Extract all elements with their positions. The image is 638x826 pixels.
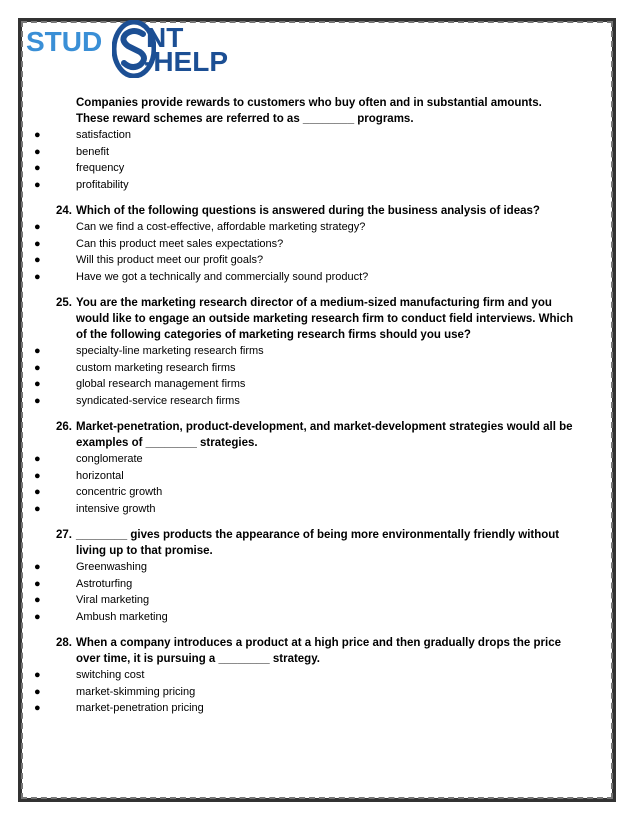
option-item: ● Can we find a cost-effective, affordable marketing strategy? (56, 219, 576, 236)
bullet-icon: ● (34, 237, 41, 250)
option-list (34, 559, 576, 625)
question-25 (34, 295, 576, 409)
option-list (34, 451, 576, 517)
option-item: ● Ambush marketing (56, 609, 576, 626)
option-item: ● specialty-line marketing research firms (56, 343, 576, 360)
option-list (34, 667, 576, 717)
option-list (34, 343, 576, 409)
bullet-icon: ● (34, 178, 41, 191)
logo-text-nt: NT (146, 22, 184, 53)
bullet-icon: ● (34, 685, 41, 698)
question-text: 25. You are the marketing research director of a medium-sized manufacturing firm and you would like to engage an outside marketing research firm to conduct field interviews. Which of the following categories of marketing research firms should you use? (56, 297, 574, 341)
bullet-icon: ● (34, 453, 41, 465)
option-item: ● global research management firms (56, 376, 576, 393)
question-text: 24. Which of the following questions is answered during the business analysis of ideas? (56, 205, 540, 217)
bullet-icon: ● (34, 561, 41, 573)
question-number: 24. (56, 205, 72, 217)
question-24 (34, 203, 576, 285)
logo-text-stud: STUD (26, 26, 103, 57)
option-item: ● profitability (56, 177, 576, 194)
question-text: 28. When a company introduces a product at a high price and then gradually drops the price over time, it is pursuing a ________ strategy. (56, 637, 561, 665)
bullet-icon: ● (34, 502, 41, 515)
question-26 (34, 419, 576, 517)
question-text: 27. ________ gives products the appearance of being more environmentally friendly without living up to that promise. (56, 529, 560, 557)
bullet-icon: ● (34, 669, 41, 681)
bullet-icon: ● (34, 345, 41, 357)
option-item: ● syndicated-service research firms (56, 393, 576, 410)
bullet-icon: ● (34, 577, 41, 590)
option-item: ● benefit (56, 144, 576, 161)
option-item: ● concentric growth (56, 484, 576, 501)
question-number: 26. (56, 421, 72, 433)
option-item: ● Can this product meet sales expectations? (56, 236, 576, 253)
bullet-icon: ● (34, 378, 41, 390)
option-item: ● Greenwashing (56, 559, 576, 576)
option-item: ● satisfaction (56, 127, 576, 144)
bullet-icon: ● (34, 610, 41, 623)
option-item: ● custom marketing research firms (56, 360, 576, 377)
question-number: 27. (56, 529, 72, 541)
option-item: ● switching cost (56, 667, 576, 684)
question-text: Companies provide rewards to customers who buy often and in substantial amounts. These reward schemes are referred to as ________ programs. (76, 97, 542, 125)
bullet-icon: ● (34, 162, 41, 174)
question-list (34, 95, 576, 717)
option-item: ● horizontal (56, 468, 576, 485)
option-item: ● Will this product meet our profit goals? (56, 252, 576, 269)
bullet-icon: ● (34, 394, 41, 407)
option-item: ● Have we got a technically and commercially sound product? (56, 269, 576, 286)
bullet-icon: ● (34, 270, 41, 283)
question-28 (34, 635, 576, 717)
student-help-logo (26, 20, 236, 80)
option-item: ● intensive growth (56, 501, 576, 518)
option-list (34, 219, 576, 285)
option-item: ● frequency (56, 160, 576, 177)
bullet-icon: ● (34, 594, 41, 606)
option-item: ● market-skimming pricing (56, 684, 576, 701)
question-number: 28. (56, 637, 72, 649)
question-23 (34, 95, 576, 193)
logo-text-help: -HELP (144, 46, 228, 77)
option-item: ● Viral marketing (56, 592, 576, 609)
bullet-icon: ● (34, 221, 41, 233)
option-item: ● conglomerate (56, 451, 576, 468)
bullet-icon: ● (34, 469, 41, 482)
bullet-icon: ● (34, 254, 41, 266)
option-list (34, 127, 576, 193)
question-27 (34, 527, 576, 625)
bullet-icon: ● (34, 361, 41, 374)
option-item: ● Astroturfing (56, 576, 576, 593)
bullet-icon: ● (34, 145, 41, 158)
question-text: 26. Market-penetration, product-development, and market-development strategies would all be examples of ________ strategies. (56, 421, 573, 449)
question-number: 25. (56, 297, 72, 309)
option-item: ● market-penetration pricing (56, 700, 576, 717)
bullet-icon: ● (34, 129, 41, 141)
bullet-icon: ● (34, 702, 41, 714)
bullet-icon: ● (34, 486, 41, 498)
